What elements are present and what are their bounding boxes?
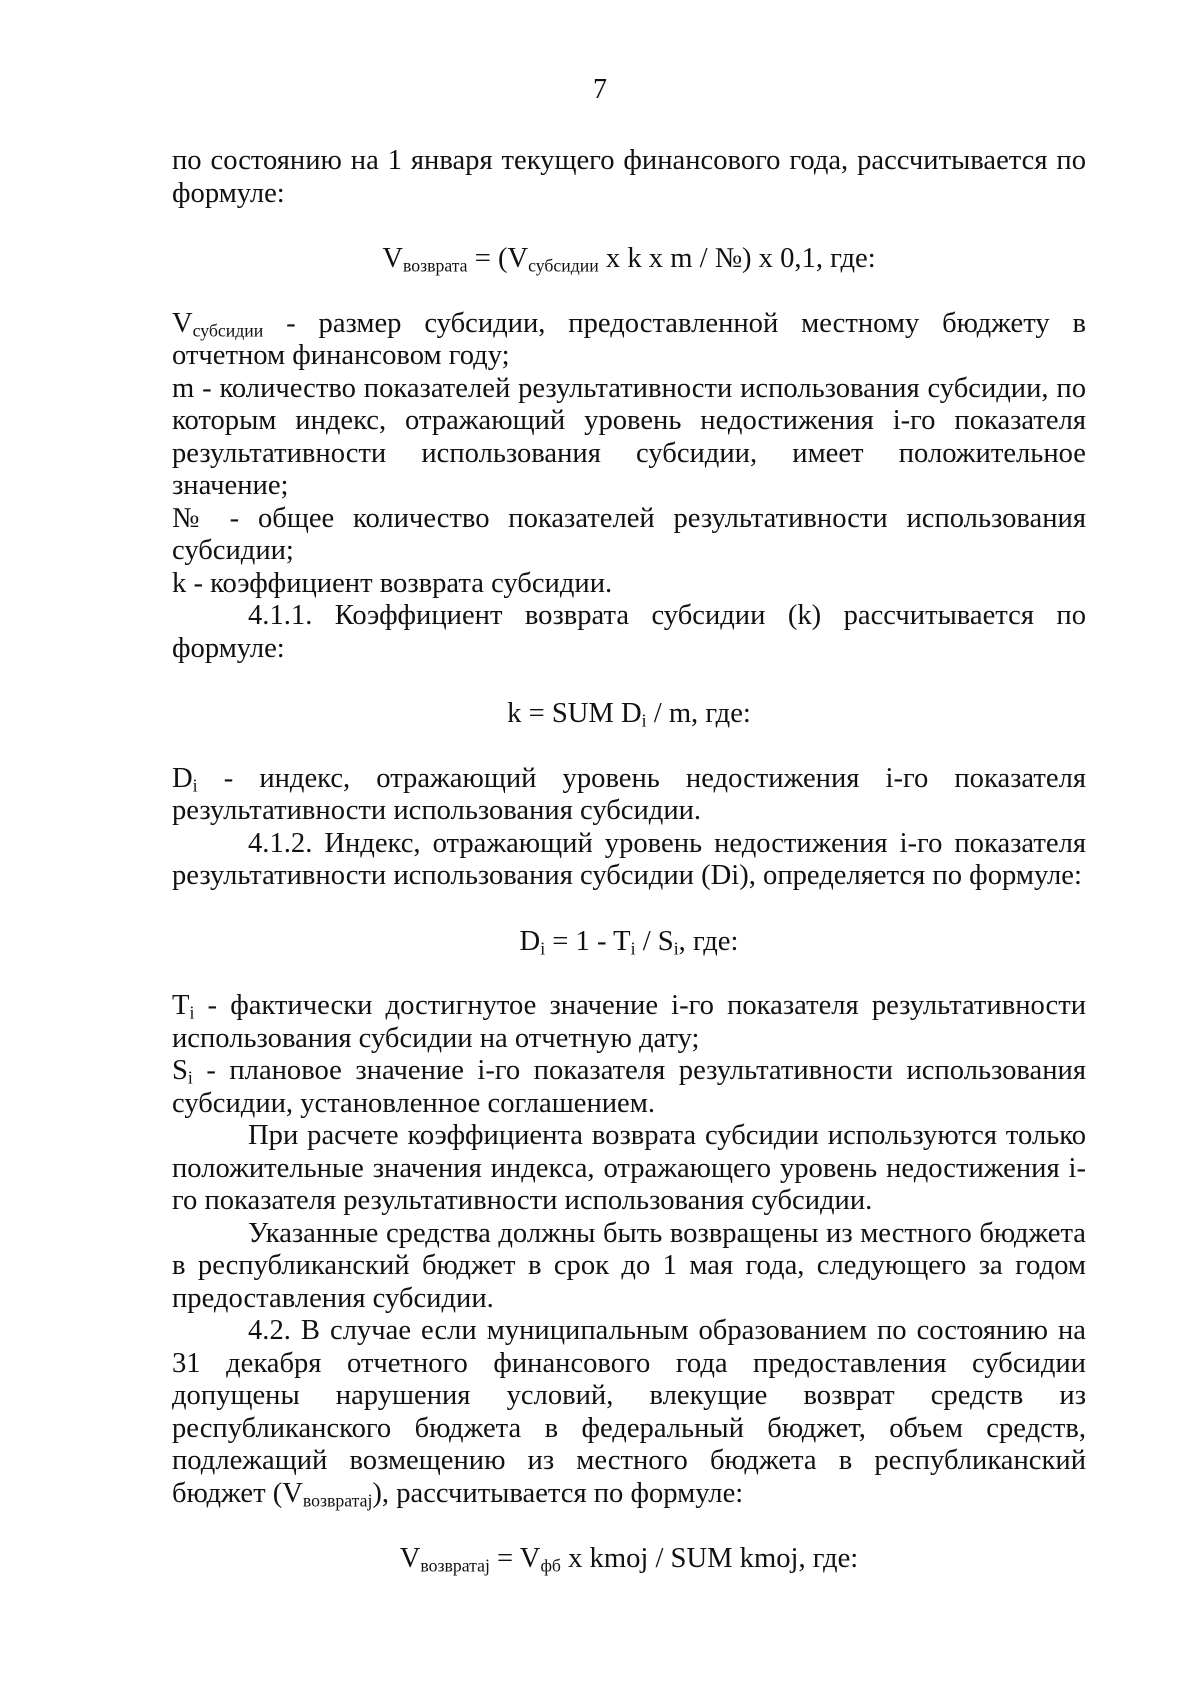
paragraph-calculation-note: При расчете коэффициента возврата субсидии используются только положительные значения индекса, отражающего уровень недостижения i-го показателя результативности использования субсидии. [172, 1120, 1086, 1216]
definition-v-subsidii: $V_{субсидии}$ - размер субсидии, предоставленной местному бюджету в отчетном финансовом году; [172, 307, 1086, 371]
page-number: 7 [593, 74, 607, 105]
definition-n: № - общее количество показателей результативности использования субсидии; [172, 502, 1086, 566]
document-body [172, 145, 1086, 1576]
definition-k: k - коэффициент возврата субсидии. [172, 567, 613, 599]
definition-d: $D_i$ - индекс, отражающий уровень недостижения i-го показателя результативности использования субсидии. [172, 762, 1086, 826]
formula-v-vozvrata: $V_{возврата} = (V_{субсидии}$ x k x m / №) x 0,1, где: [382, 243, 876, 276]
definition-t: $T_i$ - фактически достигнутое значение i-го показателя результативности использования субсидии на отчетную дату; [172, 990, 1086, 1054]
formula-v-vozvrataj: $V_{возвратаj} = V_{фб}$ x kmoj / SUM kmoj, где: [399, 1543, 859, 1576]
paragraph-4-2: 4.2. В случае если муниципальным образованием по состоянию на 31 декабря отчетного финансового года предоставления субсидии допущены нарушения условий, влекущие возврат средств из республиканского бюджета в федеральный бюджет, объем средств, подлежащий возмещению из местного бюджета в республиканский бюджет $(V_{возвратаj})$, рассчитывается по формуле: [172, 1315, 1086, 1510]
formula-d: $D_i = 1 - T_i / S_i$, где: [519, 925, 739, 958]
paragraph-intro: по состоянию на 1 января текущего финансового года, рассчитывается по формуле: [172, 145, 1086, 209]
definition-s: $S_i$ - плановое значение i-го показателя результативности использования субсидии, установленное соглашением. [172, 1055, 1086, 1119]
paragraph-4-1-1: 4.1.1. Коэффициент возврата субсидии (k) рассчитывается по формуле: [172, 600, 1086, 664]
formula-k: k = SUM $D_i$ / m, где: [507, 698, 751, 731]
paragraph-4-1-2: 4.1.2. Индекс, отражающий уровень недостижения i-го показателя результативности использования субсидии (Di), определяется по формуле: [172, 827, 1086, 891]
definition-m: m - количество показателей результативности использования субсидии, по которым индекс, отражающий уровень недостижения i-го показателя результативности использования субсидии, имеет положительное значение; [172, 372, 1086, 501]
paragraph-return-deadline: Указанные средства должны быть возвращены из местного бюджета в республиканский бюджет в срок до 1 мая года, следующего за годом предоставления субсидии. [172, 1217, 1086, 1314]
